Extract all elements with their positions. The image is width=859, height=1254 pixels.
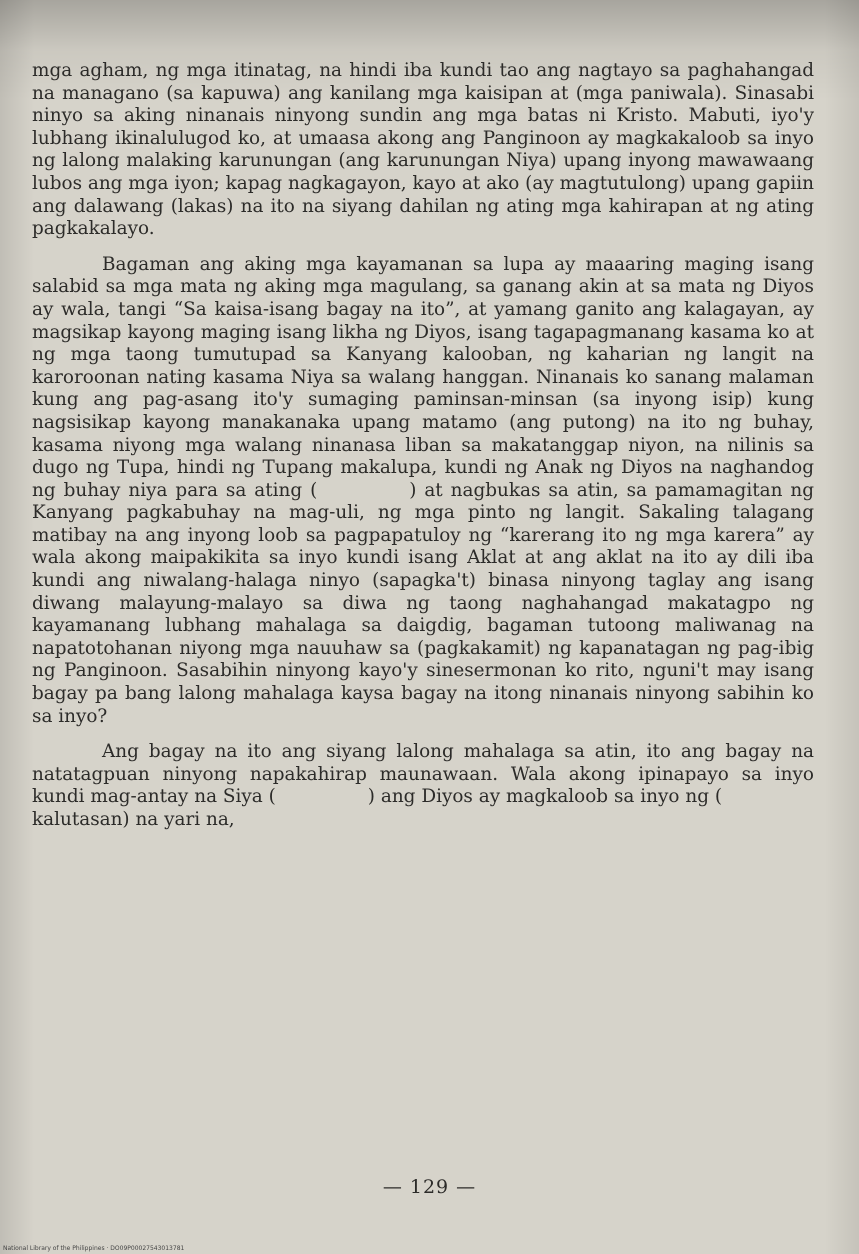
digitization-footer: National Library of the Philippines · DO09P00027543013781 [3, 1245, 185, 1252]
page-number: — 129 — [382, 1176, 477, 1198]
paragraph-3: Ang bagay na ito ang siyang lalong mahalaga sa atin, ito ang bagay na natatagpuan ninyong napakahirap maunawaan. Wala akong ipinapayo sa inyo kundi mag-antay na Siya ( ) ang Diyos ay magkaloob sa inyo ng ( kalutasan) na yari na, [32, 741, 814, 830]
paragraph-2: Bagaman ang aking mga kayamanan sa lupa ay maaaring maging isang salabid sa mga mata ng aking mga magulang, sa ganang akin at sa mata ng Diyos ay wala, tangi “Sa kaisa-isang bagay na ito”, at yamang ganito ang kalagayan, ay magsikap kayong maging isang likha ng Diyos, isang tagapagmanang kasama ko at ng mga taong tumutupad sa Kanyang kalooban, ng kaharian ng langit na karoroonan nating kasama Niya sa walang hanggan. Ninanais ko sanang malaman kung ang pag-asang ito'y sumaging paminsan-minsan (sa inyong isip) kung nagsisikap kayong manakanaka upang matamo (ang putong) na ito ng buhay, kasama niyong mga walang ninanasa liban sa makatanggap niyon, na nilinis sa dugo ng Tupa, hindi ng Tupang makalupa, kundi ng Anak ng Diyos na naghandog ng buhay niya para sa ating ( ) at nagbukas sa atin, sa pamamagitan ng Kanyang pagkabuhay na mag-uli, ng mga pinto ng langit. Sakaling talagang matibay na ang inyong loob sa pagpapatuloy ng “karerang ito ng mga karera” ay wala akong maipakikita sa inyo kundi isang Aklat at ang aklat na ito ay dili iba kundi ang niwalang-halaga ninyo (sapagka't) binasa ninyong taglay ang isang diwang malayung-malayo sa diwa ng taong naghahangad makatagpo ng kayamanang lubhang mahalaga sa daigdig, bagaman tutoong maliwanag na napatotohanan niyong mga nauuhaw sa (pagkakamit) ng kapanatagan ng pag-ibig ng Panginoon. Sasabihin ninyong kayo'y sinesermonan ko rito, nguni't may isang bagay pa bang lalong mahalaga kaysa bagay na itong ninanais ninyong sabihin ko sa inyo? [32, 253, 814, 727]
body-text [32, 60, 814, 832]
paragraph-1: mga agham, ng mga itinatag, na hindi iba kundi tao ang nagtayo sa paghahangad na managano (sa kapuwa) ang kanilang mga kaisipan at (mga paniwala). Sinasabi ninyo sa aking ninanais ninyong sundin ang mga batas ni Kristo. Mabuti, iyo'y lubhang ikinalulugod ko, at umaasa akong ang Panginoon ay magkakaloob sa inyo ng lalong malaking karunungan (ang karunungan Niya) upang inyong mawawaang lubos ang mga iyon; kapag nagkagayon, kayo at ako (ay magtutulong) upang gapiin ang dalawang (lakas) na ito na siyang dahilan ng ating mga kahirapan at ng ating pagkakalayo. [32, 60, 814, 240]
paragraph-gap [32, 728, 814, 741]
paragraph-gap [32, 241, 814, 254]
